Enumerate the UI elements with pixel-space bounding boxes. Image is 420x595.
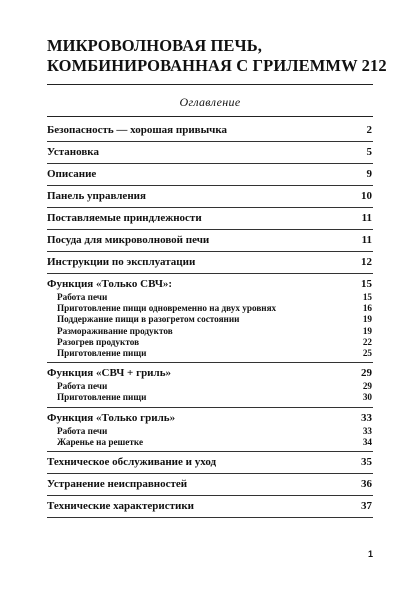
toc-subentry <box>47 392 373 403</box>
toc-entry-title: Функция «Только гриль» <box>47 411 176 424</box>
toc-entry-page: 10 <box>361 190 372 202</box>
toc-entry-title: Описание <box>47 168 97 180</box>
toc-entry-page: 11 <box>361 234 372 246</box>
toc-subentry-page: 15 <box>362 292 372 302</box>
toc-subentry-title: Поддержание пищи в разогретом состоянии <box>57 314 240 325</box>
toc-entry <box>47 189 373 204</box>
toc-entry-page: 29 <box>361 367 372 380</box>
toc-entry <box>47 477 373 492</box>
toc-subentry-title: Размораживание продуктов <box>57 325 173 336</box>
toc-entry-title: Поставляемые приндлежности <box>47 212 202 224</box>
toc-section <box>47 452 373 474</box>
toc-entry <box>47 211 373 226</box>
toc-entry-title: Безопасность — хорошая привычка <box>47 124 228 136</box>
toc-section <box>47 474 373 496</box>
toc-section <box>47 142 373 164</box>
toc-entry <box>47 366 373 381</box>
toc-entry-page: 12 <box>361 256 372 268</box>
toc-subentry-title: Приготовление пищи одновременно на двух уровнях <box>57 303 277 314</box>
toc-subentry <box>47 326 373 337</box>
toc-subentry-page: 30 <box>362 392 372 403</box>
model-number: MW 212 <box>325 56 387 75</box>
toc-entry <box>47 411 373 426</box>
toc-subentry-page: 19 <box>362 314 372 325</box>
header-divider <box>47 84 373 85</box>
toc-entry-page: 33 <box>361 411 372 424</box>
toc-entry-title: Установка <box>47 146 99 158</box>
toc-entry-title: Технические характеристики <box>47 500 195 513</box>
document-header <box>47 36 387 76</box>
toc-subentry <box>47 437 373 448</box>
toc-entry <box>47 255 373 270</box>
toc-entry-title: Панель управления <box>47 190 146 202</box>
toc-entry-page: 9 <box>366 168 372 180</box>
toc-entry <box>47 145 373 160</box>
toc-entry <box>47 277 373 292</box>
toc-subentry-page: 22 <box>362 336 372 347</box>
toc-subentry <box>47 292 373 303</box>
toc-entry-title: Функция «Только СВЧ»: <box>47 278 173 290</box>
toc-subentry-title: Приготовление пищи <box>57 348 147 359</box>
toc-entry-title: Устранение неисправностей <box>47 478 188 491</box>
toc-entry-title: Техническое обслуживание и уход <box>47 456 217 469</box>
toc-subentry <box>47 337 373 348</box>
toc-subentry-page: 16 <box>362 303 372 314</box>
toc-subentry-title: Разогрев продуктов <box>57 336 140 347</box>
toc-entry-title: Функция «СВЧ + гриль» <box>47 367 172 380</box>
toc-section <box>47 164 373 186</box>
toc-entry-page: 15 <box>361 278 372 290</box>
toc-subentry-page: 25 <box>362 348 372 359</box>
toc-subentry <box>47 303 373 314</box>
toc-entry-title: Инструкции по эксплуатации <box>47 256 196 268</box>
toc-subentry-page: 33 <box>362 425 372 436</box>
toc-subentry-page: 29 <box>362 381 372 392</box>
toc-section <box>47 408 373 452</box>
toc-subentry-page: 19 <box>362 325 372 336</box>
toc-entry-page: 11 <box>361 212 372 224</box>
toc-entry-page: 36 <box>361 478 372 491</box>
toc-entry-page: 2 <box>366 124 372 136</box>
toc-entry <box>47 167 373 182</box>
toc-subentry-title: Работа печи <box>57 292 108 302</box>
toc-section <box>47 120 373 142</box>
toc-heading: Оглавление <box>179 95 241 109</box>
toc-section <box>47 252 373 274</box>
toc-subentry <box>47 348 373 359</box>
toc-section <box>47 208 373 230</box>
toc-top-divider <box>47 116 373 117</box>
toc-subentry-title: Работа печи <box>57 381 108 392</box>
title-line-1: МИКРОВОЛНОВАЯ ПЕЧЬ, <box>47 36 262 55</box>
toc-section <box>47 274 373 363</box>
toc-entry-page: 37 <box>361 500 372 513</box>
toc-entry <box>47 233 373 248</box>
toc-section <box>47 186 373 208</box>
toc-subentry <box>47 381 373 392</box>
toc-entry-page: 35 <box>361 456 372 469</box>
toc-section <box>47 496 373 518</box>
toc-entry-title: Посуда для микроволновой печи <box>47 234 210 246</box>
toc-subentry-title: Работа печи <box>57 425 108 436</box>
toc-entry <box>47 455 373 470</box>
toc-subentry-page: 34 <box>362 436 372 447</box>
toc-entry-page: 5 <box>366 146 372 158</box>
toc-subentry-title: Приготовление пищи <box>57 392 147 403</box>
toc-entry <box>47 123 373 138</box>
toc-subentry <box>47 314 373 325</box>
page-number: 1 <box>367 549 373 559</box>
toc-entry <box>47 499 373 514</box>
toc-section <box>47 230 373 252</box>
toc-subentry <box>47 426 373 437</box>
title-line-2-row <box>47 56 387 76</box>
toc-subentry-title: Жаренье на решетке <box>57 436 144 447</box>
toc-section <box>47 363 373 407</box>
title-line-2: КОМБИНИРОВАННАЯ С ГРИЛЕМ <box>47 56 326 75</box>
table-of-contents <box>47 120 373 518</box>
